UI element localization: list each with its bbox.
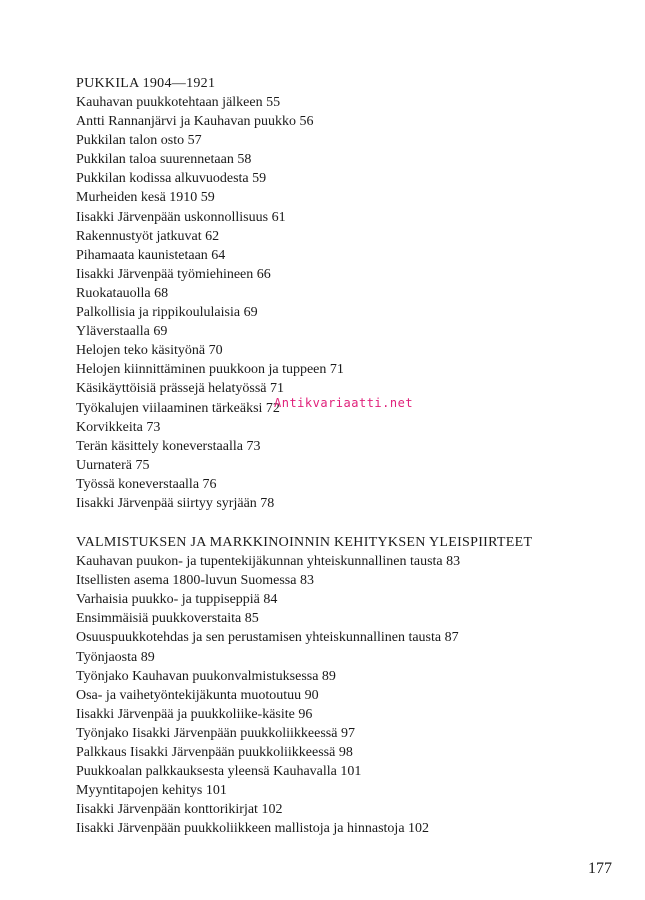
- toc-entry: Varhaisia puukko- ja tuppiseppiä 84: [76, 592, 278, 608]
- toc-entry: Antti Rannanjärvi ja Kauhavan puukko 56: [76, 114, 314, 130]
- toc-section-valmistus: [76, 533, 636, 838]
- toc-entry-list: [76, 552, 636, 838]
- toc-entry: Puukkoalan palkkauksesta yleensä Kauhavalla 101: [76, 764, 362, 780]
- toc-entry-list: [76, 93, 636, 513]
- toc-entry: Iisakki Järvenpää ja puukkoliike-käsite 96: [76, 706, 313, 722]
- toc-entry: Työnjako Kauhavan puukonvalmistuksessa 89: [76, 668, 336, 684]
- toc-entry: Työkalujen viilaaminen tärkeäksi 72: [76, 400, 280, 416]
- toc-entry: Palkollisia ja rippikoululaisia 69: [76, 305, 258, 321]
- toc-entry: Myyntitapojen kehitys 101: [76, 783, 227, 799]
- toc-section-pukkila: [76, 74, 636, 513]
- toc-entry: Uurnaterä 75: [76, 457, 150, 473]
- toc-entry: Murheiden kesä 1910 59: [76, 190, 215, 206]
- toc-entry: Terän käsittely koneverstaalla 73: [76, 438, 261, 454]
- toc-entry: Palkkaus Iisakki Järvenpään puukkoliikkeessä 98: [76, 745, 353, 760]
- toc-entry: Pukkilan talon osto 57: [76, 133, 202, 149]
- toc-entry: Helojen teko käsityönä 70: [76, 343, 223, 359]
- toc-entry: Korvikkeita 73: [76, 419, 161, 435]
- toc-entry: Osa- ja vaihetyöntekijäkunta muotoutuu 90: [76, 687, 319, 703]
- toc-entry: Työnjako Iisakki Järvenpään puukkoliikkeessä 97: [76, 725, 355, 741]
- section-heading: PUKKILA 1904—1921: [76, 76, 216, 91]
- toc-entry: Osuuspuukkotehdas ja sen perustamisen yhteiskunnallinen tausta 87: [76, 630, 459, 646]
- toc-entry: Iisakki Järvenpään puukkoliikkeen mallistoja ja hinnastoja 102: [76, 821, 430, 837]
- toc-entry: Kauhavan puukkotehtaan jälkeen 55: [76, 95, 281, 110]
- toc-entry: Rakennustyöt jatkuvat 62: [76, 228, 220, 244]
- toc-entry: Pukkilan taloa suurennetaan 58: [76, 152, 252, 168]
- section-heading: VALMISTUKSEN JA MARKKINOINNIN KEHITYKSEN YLEISPIIRTEET: [76, 535, 533, 551]
- toc-entry: Helojen kiinnittäminen puukkoon ja tuppeen 71: [76, 362, 344, 378]
- table-of-contents: [76, 74, 636, 838]
- toc-entry: Iisakki Järvenpään uskonnollisuus 61: [76, 209, 286, 225]
- toc-entry: Pukkilan kodissa alkuvuodesta 59: [76, 171, 267, 187]
- toc-entry: Työssä koneverstaalla 76: [76, 476, 217, 492]
- toc-entry: Itsellisten asema 1800-luvun Suomessa 83: [76, 573, 314, 589]
- toc-entry: Iisakki Järvenpää työmiehineen 66: [76, 266, 271, 282]
- toc-entry: Yläverstaalla 69: [76, 324, 168, 340]
- toc-entry: Iisakki Järvenpää siirtyy syrjään 78: [76, 495, 275, 511]
- toc-entry: Pihamaata kaunistetaan 64: [76, 247, 226, 263]
- toc-entry: Iisakki Järvenpään konttorikirjat 102: [76, 802, 283, 818]
- toc-entry: Ensimmäisiä puukkoverstaita 85: [76, 611, 259, 627]
- toc-entry: Ruokatauolla 68: [76, 285, 169, 301]
- toc-entry: Kauhavan puukon- ja tupentekijäkunnan yhteiskunnallinen tausta 83: [76, 554, 461, 570]
- toc-entry: Käsikäyttöisiä prässejä helatyössä 71: [76, 381, 285, 397]
- page-number: 177: [588, 860, 612, 877]
- toc-entry: Työnjaosta 89: [76, 649, 155, 665]
- watermark: Antikvariaatti.net: [274, 396, 414, 410]
